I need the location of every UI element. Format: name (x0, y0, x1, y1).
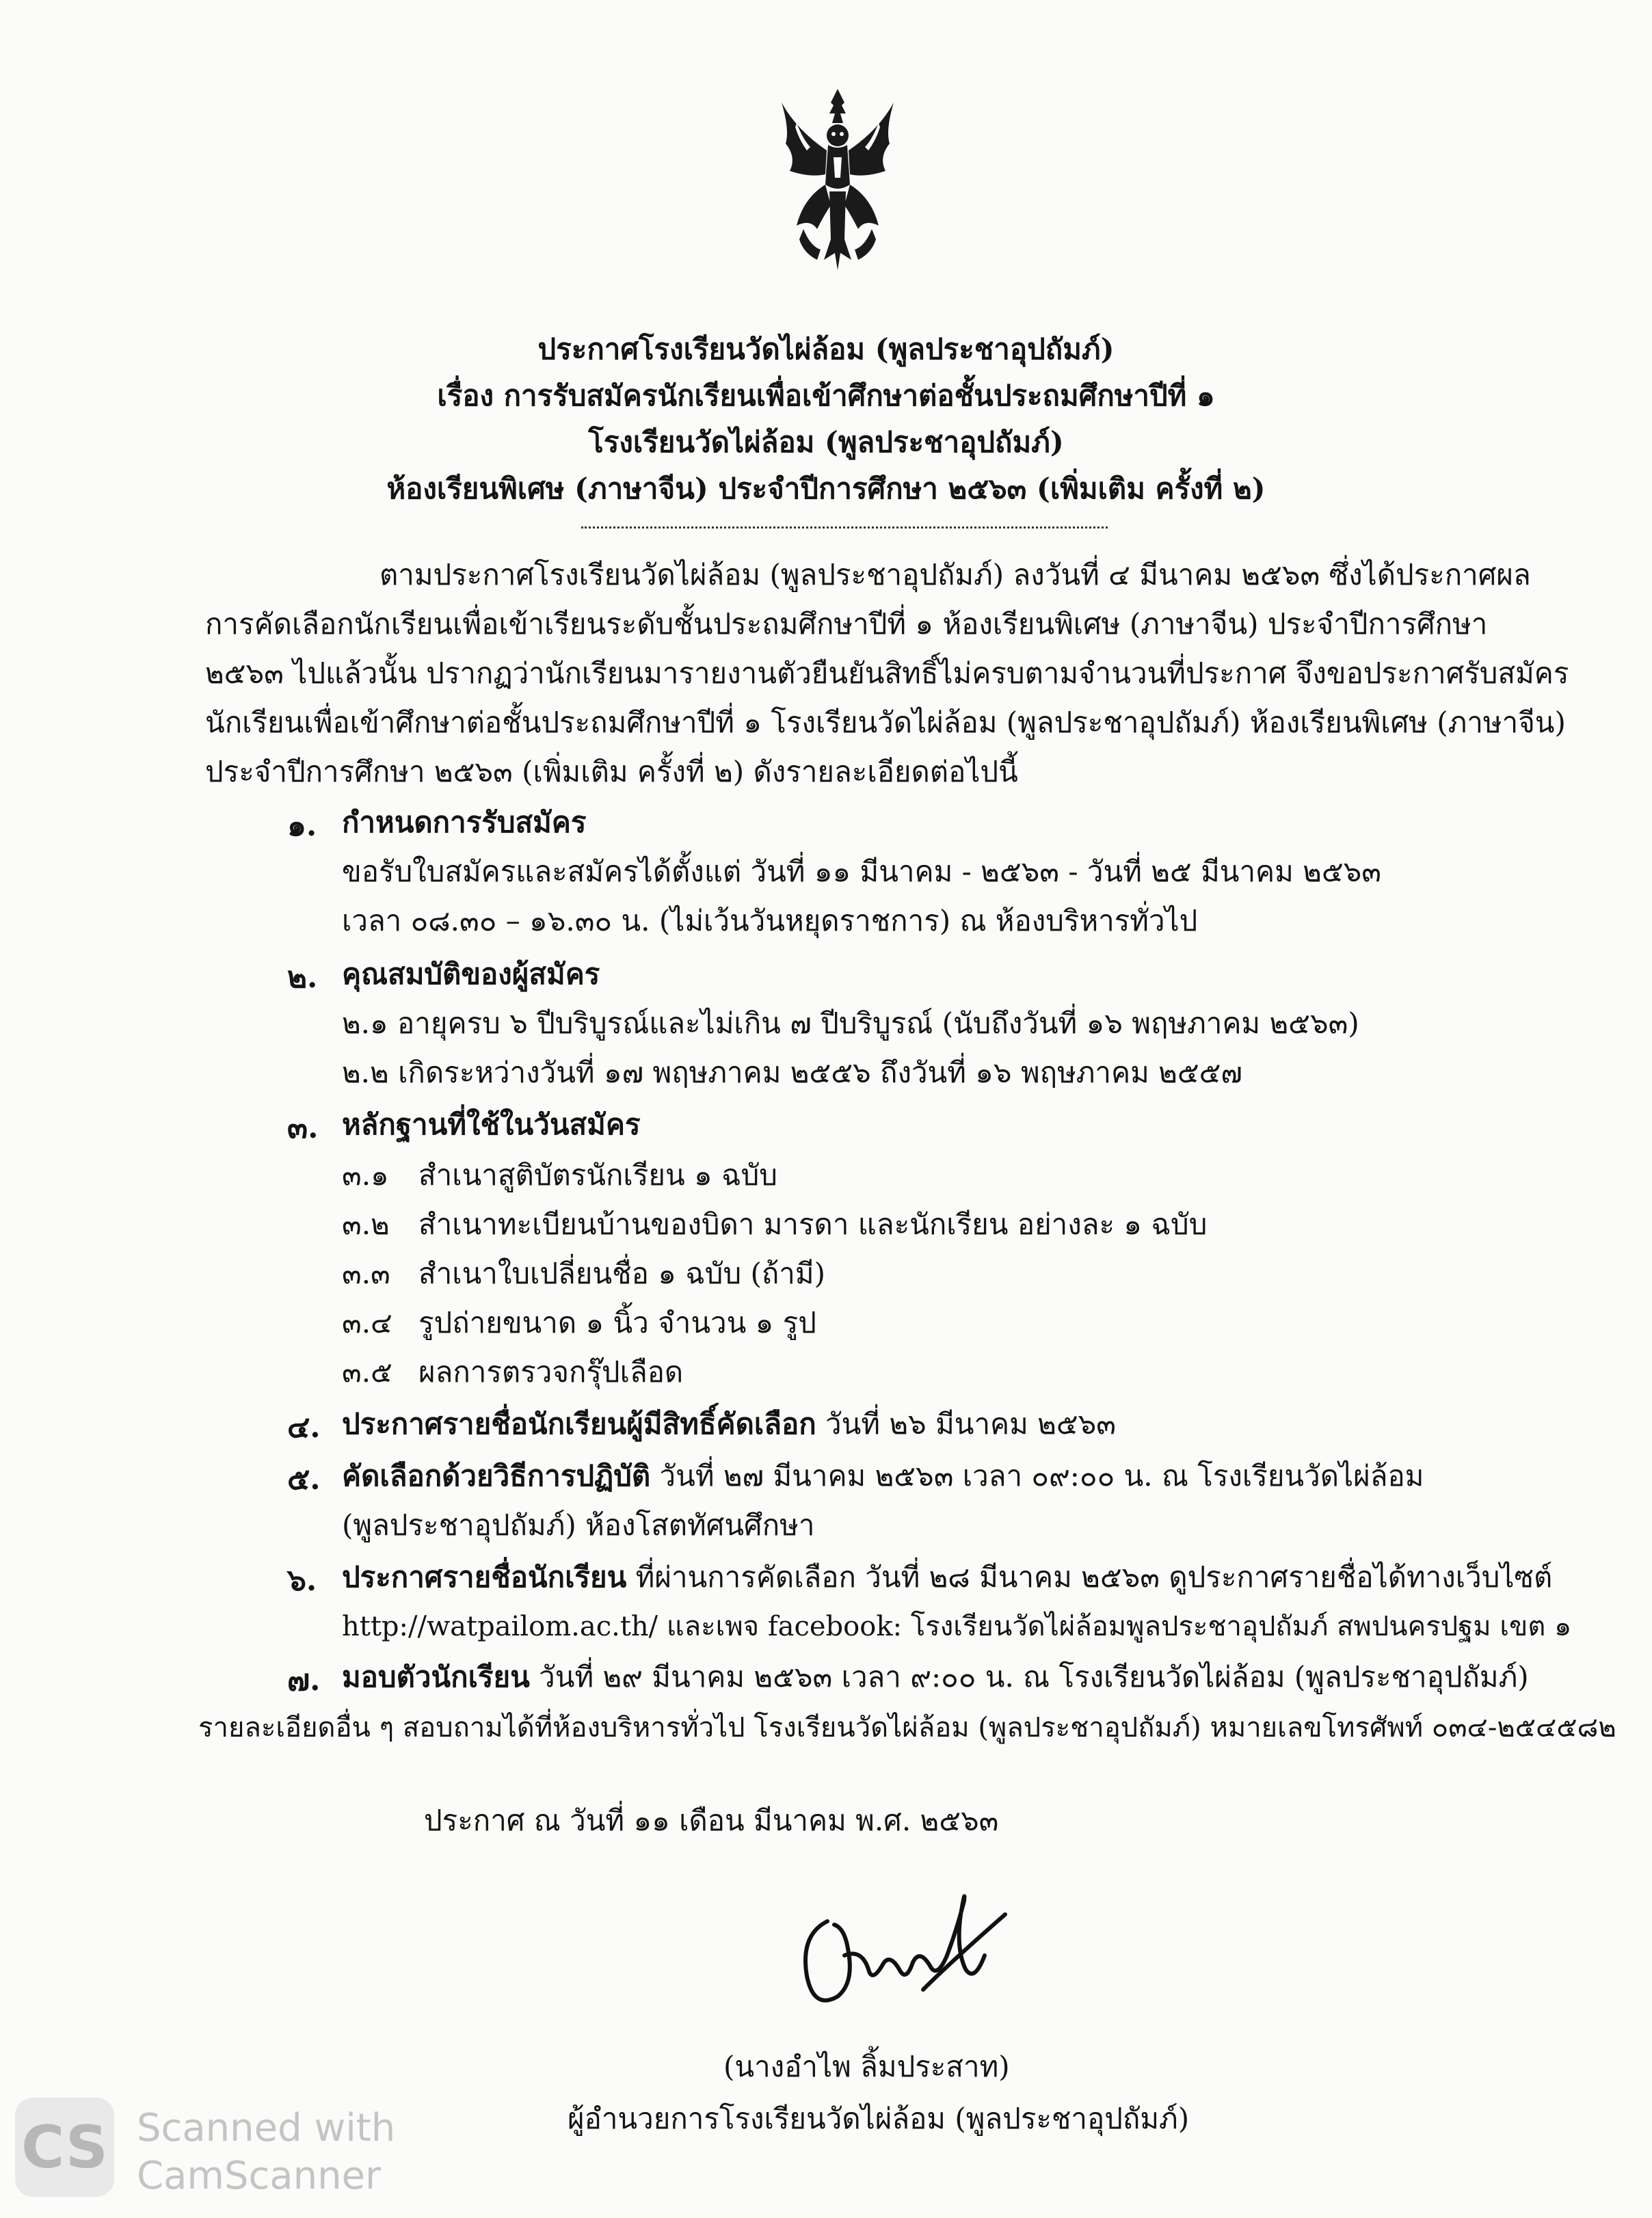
website-line: http://watpailom.ac.th/ และเพจ facebook: โรงเรียนวัดไผ่ล้อมพูลประชาอุปถัมภ์ สพปนครปฐม เขต ๑ (342, 1611, 1572, 1642)
list-item-number: ๓.๒ (342, 1207, 390, 1241)
section-line: ๒.๑ อายุครบ ๖ ปีบริบูรณ์และไม่เกิน ๗ ปีบริบูรณ์ (นับถึงวันที่ ๑๖ พฤษภาคม ๒๕๖๓) (342, 1006, 1359, 1040)
section-number: ๒. (287, 960, 318, 995)
section-heading: ประกาศรายชื่อนักเรียน (342, 1560, 627, 1594)
signer-name: (นางอำไพ ลิ้มประสาท) (723, 2050, 1010, 2083)
section-number: ๖. (287, 1563, 317, 1598)
list-item: สำเนาทะเบียนบ้านของบิดา มารดา และนักเรียน อย่างละ ๑ ฉบับ (418, 1207, 1208, 1241)
announcement-subject: เรื่อง การรับสมัครนักเรียนเพื่อเข้าศึกษาต่อชั้นประถมศึกษาปีที่ ๑ (437, 379, 1215, 412)
signer-position: ผู้อำนวยการโรงเรียนวัดไผ่ล้อม (พูลประชาอุปถัมภ์) (568, 2102, 1190, 2135)
garuda-emblem-icon (769, 82, 906, 280)
announcement-school: โรงเรียนวัดไผ่ล้อม (พูลประชาอุปถัมภ์) (588, 425, 1064, 459)
section-line: ๒.๒ เกิดระหว่างวันที่ ๑๗ พฤษภาคม ๒๕๕๖ ถึงวันที่ ๑๖ พฤษภาคม ๒๕๕๗ (342, 1056, 1242, 1089)
list-item: สำเนาสูติบัตรนักเรียน ๑ ฉบับ (418, 1158, 777, 1192)
watermark-line: CamScanner (137, 2154, 382, 2198)
section-line (342, 1402, 1116, 1447)
section-number: ๑. (287, 808, 317, 843)
section-heading: กำหนดการรับสมัคร (342, 805, 587, 839)
section-number: ๔. (287, 1410, 321, 1445)
section-detail: วันที่ ๒๖ มีนาคม ๒๕๖๓ (816, 1407, 1117, 1441)
section-line (342, 1655, 1529, 1700)
announce-date: ประกาศ ณ วันที่ ๑๑ เดือน มีนาคม พ.ศ. ๒๕๖๓ (424, 1804, 999, 1837)
list-item: สำเนาใบเปลี่ยนชื่อ ๑ ฉบับ (ถ้ามี) (418, 1257, 825, 1290)
list-item-number: ๓.๑ (342, 1158, 389, 1192)
intro-line: นักเรียนเพื่อเข้าศึกษาต่อชั้นประถมศึกษาปีที่ ๑ โรงเรียนวัดไผ่ล้อม (พูลประชาอุปถัมภ์) ห้องเรียนพิเศษ (ภาษาจีน) (205, 706, 1566, 739)
section-detail: วันที่ ๒๗ มีนาคม ๒๕๖๓ เวลา ๐๙:๐๐ น. ณ โรงเรียนวัดไผ่ล้อม (650, 1459, 1424, 1493)
intro-line: ตามประกาศโรงเรียนวัดไผ่ล้อม (พูลประชาอุปถัมภ์) ลงวันที่ ๔ มีนาคม ๒๕๖๓ ซึ่งได้ประกาศผล (379, 558, 1531, 591)
camscanner-logo-icon: CS (15, 2098, 114, 2197)
section-number: ๓. (287, 1110, 319, 1145)
section-heading: หลักฐานที่ใช้ในวันสมัคร (342, 1108, 641, 1141)
section-line (342, 1555, 1552, 1600)
section-heading: คุณสมบัติของผู้สมัคร (342, 957, 600, 991)
title-divider (581, 526, 1108, 529)
list-item-number: ๓.๔ (342, 1306, 392, 1339)
signature-icon (786, 1873, 1074, 2024)
announcement-title: ประกาศโรงเรียนวัดไผ่ล้อม (พูลประชาอุปถัมภ์) (537, 332, 1115, 366)
list-item-number: ๓.๓ (342, 1257, 390, 1290)
list-item: ผลการตรวจกรุ๊ปเลือด (418, 1355, 684, 1389)
section-heading: ประกาศรายชื่อนักเรียนผู้มีสิทธิ์คัดเลือก (342, 1407, 816, 1441)
contact-line: รายละเอียดอื่น ๆ สอบถามได้ที่ห้องบริหารทั่วไป โรงเรียนวัดไผ่ล้อม (พูลประชาอุปถัมภ์) หมายเลขโทรศัพท์ ๐๓๔-๒๕๔๕๘๒ (198, 1712, 1616, 1743)
intro-line: การคัดเลือกนักเรียนเพื่อเข้าเรียนระดับชั้นประถมศึกษาปีที่ ๑ ห้องเรียนพิเศษ (ภาษาจีน) ประจำปีการศึกษา (205, 607, 1488, 641)
list-item: รูปถ่ายขนาด ๑ นิ้ว จำนวน ๑ รูป (418, 1306, 816, 1339)
watermark-line: Scanned with (137, 2106, 396, 2150)
section-heading: มอบตัวนักเรียน (342, 1660, 530, 1694)
section-heading: คัดเลือกด้วยวิธีการปฏิบัติ (342, 1459, 651, 1493)
announcement-class: ห้องเรียนพิเศษ (ภาษาจีน) ประจำปีการศึกษา ๒๕๖๓ (เพิ่มเติม ครั้งที่ ๒) (386, 472, 1266, 505)
intro-line: ประจำปีการศึกษา ๒๕๖๓ (เพิ่มเติม ครั้งที่ ๒) ดังรายละเอียดต่อไปนี้ (205, 755, 1018, 788)
section-number: ๗. (287, 1663, 321, 1698)
section-line: เวลา ๐๘.๓๐ – ๑๖.๓๐ น. (ไม่เว้นวันหยุดราชการ) ณ ห้องบริหารทั่วไป (342, 904, 1198, 937)
intro-line: ๒๕๖๓ ไปแล้วนั้น ปรากฏว่านักเรียนมารายงานตัวยืนยันสิทธิ์ไม่ครบตามจำนวนที่ประกาศ จึงขอประกาศรับสมัคร (205, 656, 1569, 690)
section-line: (พูลประชาอุปถัมภ์) ห้องโสตทัศนศึกษา (342, 1508, 815, 1542)
section-line (342, 1454, 1424, 1499)
section-line: ขอรับใบสมัครและสมัครได้ตั้งแต่ วันที่ ๑๑ มีนาคม - ๒๕๖๓ - วันที่ ๒๕ มีนาคม ๒๕๖๓ (342, 855, 1382, 888)
section-detail: วันที่ ๒๙ มีนาคม ๒๕๖๓ เวลา ๙:๐๐ น. ณ โรงเรียนวัดไผ่ล้อม (พูลประชาอุปถัมภ์) (529, 1660, 1529, 1694)
section-number: ๕. (287, 1462, 321, 1497)
section-detail: ที่ผ่านการคัดเลือก วันที่ ๒๘ มีนาคม ๒๕๖๓ ดูประกาศรายชื่อได้ทางเว็บไซต์ (626, 1560, 1553, 1594)
list-item-number: ๓.๕ (342, 1355, 392, 1389)
